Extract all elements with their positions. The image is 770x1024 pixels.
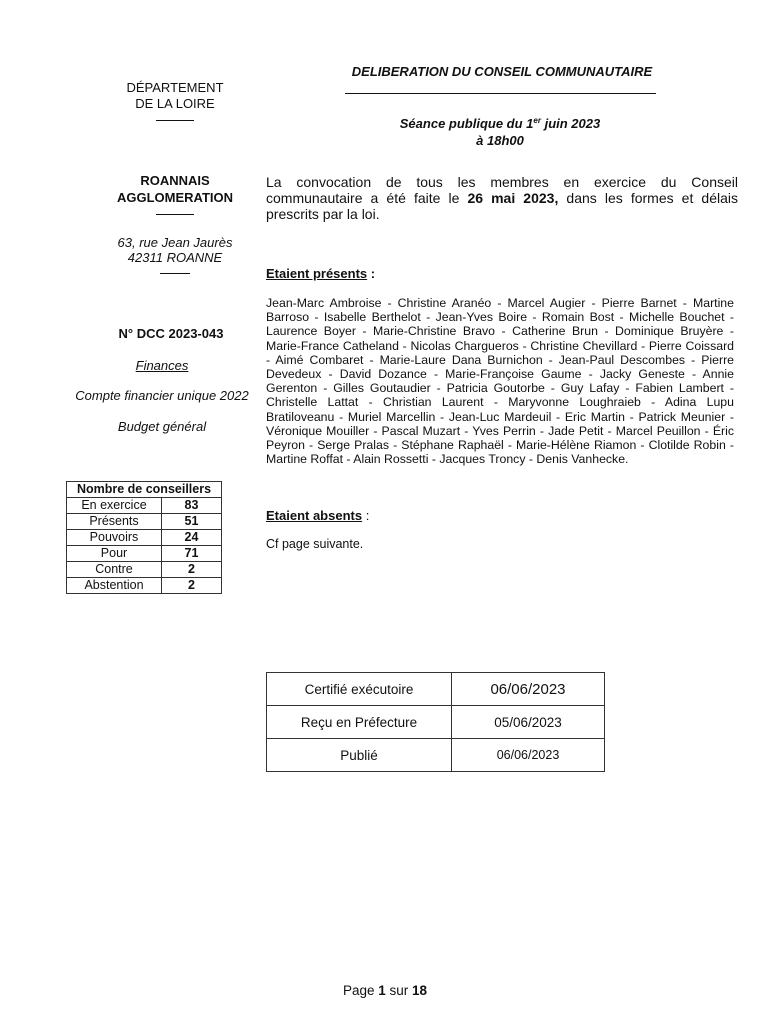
cert-value: 06/06/2023: [452, 739, 605, 772]
convocation-date: 26 mai 2023,: [467, 190, 559, 206]
certification-table: [266, 672, 605, 772]
seance-sup: er: [533, 116, 541, 125]
presents-list: Jean-Marc Ambroise - Christine Aranéo - Marcel Augier - Pierre Barnet - Martine Barroso - Isabelle Berthelot - Jean-Yves Boire - Romain Bost - Michelle Bouchet - Laurence Boyer - Marie-Christine Bravo - Catherine Brun - Dominique Bruyère - Marie-France Catheland - Nicolas Chargueros - Christine Chevillard - Pierre Coissard - Aimé Combaret - Marie-Laure Dana Burnichon - Jean-Paul Descombes - Pierre Devedeux - David Dozance - Marie-Françoise Gaume - Jacky Geneste - Annie Gerenton - Gilles Goutaudier - Patricia Goutorbe - Guy Lafay - Fabien Lambert - Christelle Lattat - Christian Laurent - Maryvonne Loughraieb - Adina Lupu Bratiloveanu - Muriel Marcellin - Jean-Luc Mardeuil - Eric Martin - Patrick Meunier - Véronique Mouiller - Pascal Muzart - Yves Perrin - Jade Petit - Marcel Peuillon - Éric Peyron - Serge Pralas - Stéphane Raphaël - Marie-Hélène Riamon - Clotilde Robin - Martine Roffat - Alain Rossetti - Jacques Troncy - Denis Vanhecke.: [266, 296, 734, 467]
cert-label: Certifié exécutoire: [267, 673, 452, 706]
table-header-row: [67, 482, 222, 498]
budget-label: Budget général: [117, 419, 207, 434]
document-title: DELIBERATION DU CONSEIL COMMUNAUTAIRE: [351, 64, 653, 79]
row-value: 24: [162, 530, 222, 546]
separator: [160, 267, 190, 274]
page-prefix: Page: [342, 983, 379, 998]
row-label: Abstention: [67, 578, 162, 594]
row-value: 83: [162, 498, 222, 514]
subject-label: Compte financier unique 2022: [75, 388, 249, 403]
seance-date: [350, 112, 650, 132]
address-line2: 42311 ROANNE: [127, 250, 223, 265]
org-line1: ROANNAIS: [140, 173, 210, 188]
row-label: Pour: [67, 546, 162, 562]
seance-suffix: juin 2023: [540, 116, 601, 131]
page-middle: sur: [385, 983, 413, 998]
row-label: En exercice: [67, 498, 162, 514]
row-label: Pouvoirs: [67, 530, 162, 546]
org-line2: AGGLOMERATION: [116, 190, 234, 205]
title-underline: [345, 93, 656, 94]
category-label: Finances: [135, 358, 189, 373]
page-total: 18: [412, 983, 428, 998]
table-row: [67, 530, 222, 546]
table-row: [67, 578, 222, 594]
deliberation-number: N° DCC 2023-043: [118, 326, 224, 341]
presents-heading-suffix: :: [367, 266, 376, 281]
seance-time: à 18h00: [476, 133, 524, 148]
row-label: Contre: [67, 562, 162, 578]
row-value: 71: [162, 546, 222, 562]
table-row: [67, 498, 222, 514]
address-block: [92, 235, 258, 274]
absents-heading-label: Etaient absents: [266, 508, 363, 523]
table-row: [67, 562, 222, 578]
address-line1: 63, rue Jean Jaurès: [117, 235, 233, 250]
table-row: [267, 673, 605, 706]
separator: [156, 114, 194, 121]
table-header: Nombre de conseillers: [67, 482, 222, 498]
table-row: [67, 514, 222, 530]
organization-block: [92, 172, 258, 215]
page-footer: [0, 983, 770, 998]
row-value: 2: [162, 578, 222, 594]
row-value: 2: [162, 562, 222, 578]
absents-heading: [266, 508, 369, 523]
cert-label: Reçu en Préfecture: [267, 706, 452, 739]
presents-heading: [266, 266, 375, 281]
row-value: 51: [162, 514, 222, 530]
cert-value: 05/06/2023: [452, 706, 605, 739]
departement-line2: DE LA LOIRE: [135, 96, 215, 111]
absents-heading-suffix: :: [362, 508, 370, 523]
separator: [156, 208, 194, 215]
convocation-text-before: La convocation de tous les membres en exercice du Conseil communautaire a été faite le: [266, 174, 738, 206]
row-label: Présents: [67, 514, 162, 530]
convocation-text-after: dans les formes et délais prescrits par la loi.: [266, 190, 738, 222]
cert-label: Publié: [267, 739, 452, 772]
convocation-paragraph: [266, 174, 738, 222]
departement-block: [95, 80, 255, 121]
table-row: [267, 739, 605, 772]
table-row: [267, 706, 605, 739]
conseillers-table: [66, 481, 222, 594]
cert-value: 06/06/2023: [452, 673, 605, 706]
absents-text: Cf page suivante.: [266, 537, 364, 551]
seance-block: [350, 112, 650, 149]
departement-line1: DÉPARTEMENT: [126, 80, 224, 95]
seance-prefix: Séance publique du 1: [399, 116, 534, 131]
page-current: 1: [378, 983, 386, 998]
table-row: [67, 546, 222, 562]
presents-heading-label: Etaient présents: [266, 266, 368, 281]
